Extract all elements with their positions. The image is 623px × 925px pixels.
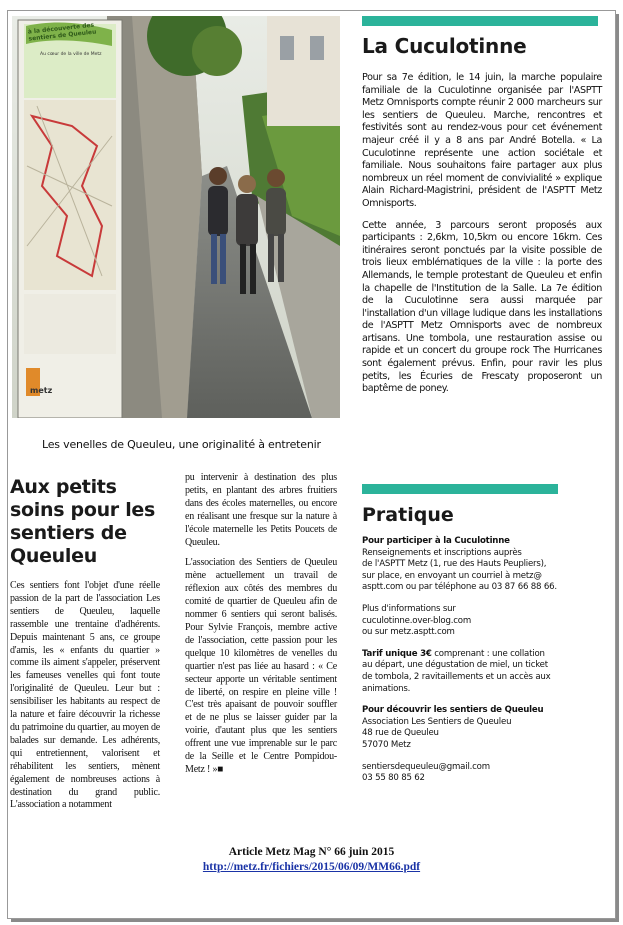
info-line: au départ, une dégustation de miel, un ticket: [362, 660, 548, 671]
info-line: asptt.com ou par téléphone au 03 87 66 88 66.: [362, 582, 557, 593]
price-detail: comprenant : une collation: [431, 648, 545, 659]
website-link[interactable]: ou sur metz.asptt.com: [362, 627, 455, 638]
price-label: Tarif unique 3€: [362, 648, 432, 659]
info-block: [362, 536, 602, 594]
info-line: sur place, en envoyant un courriel à metz@: [362, 570, 542, 581]
article-body: [362, 72, 602, 405]
sign-title: à la découverte des sentiers de Queuleu: [27, 21, 97, 43]
website-link[interactable]: cuculotinne.over-blog.com: [362, 615, 472, 626]
article-column: [185, 472, 337, 785]
photo-caption: Les venelles de Queuleu, une originalité à entretenir: [42, 438, 321, 451]
info-line: de l'ASPTT Metz (1, rue des Hauts Peupliers),: [362, 559, 547, 570]
info-line: de tombola, 2 ravitaillements et un accès aux: [362, 671, 551, 682]
accent-bar: [362, 16, 598, 26]
accent-bar: [362, 484, 558, 494]
info-line: Renseignements et inscriptions auprès: [362, 547, 522, 558]
info-line: 48 rue de Queuleu: [362, 728, 439, 739]
article-paragraph: Cette année, 3 parcours seront proposés aux participants : 2,6km, 10,5km ou encore 16km. Ces itinéraires seront ponctués par la visite possible de trois lieux emblématiques de la ville : la porte des Allemands, le temple protestant de Queuleu et enfin la chapelle de l'Institution de la Salle. La 7e édition de la Cuculotinne sera aussi marquée par l'installation d'un village ludique dans les installations de l'ASPTT Metz Omnisports avec de nombreux artisans. Une tombola, une restauration assise ou rapide et un concert du groupe rock The Hurricanes sont également prévus. Enfin, pour ravir les plus petits, les Écuries de Frescaty proposeront un baptême de poney.: [362, 219, 602, 395]
sign-logo: metz: [30, 386, 53, 395]
phone-number: 03 55 80 85 62: [362, 773, 425, 784]
article-credit: Article Metz Mag N° 66 juin 2015: [228, 846, 395, 858]
info-block: [362, 705, 602, 751]
sign-subtitle: Au cœur de la ville de Metz: [40, 52, 102, 57]
info-line: [362, 649, 602, 661]
article-paragraph: L'association des Sentiers de Queuleu mène actuellement un travail de réflexion aux côtés des membres du comité de quartier de Queuleu afin de nommer 6 sentiers qui seront balisés. Pour Sylvie François, membre active de l'association, cette passion pour les quelque 10 kilomètres de venelles du quartier n'est pas liée au hasard : « Ce secteur apporte un véritable sentiment de liberté, on respire en pleine ville ! C'est très apaisant de pouvoir souffler et de ne plus se laisser guider par la voirie, d'autant plus que les sentiers offrent une vue imprenable sur le parc de la Seille et le Centre Pompidou-Metz ! »■: [185, 557, 337, 775]
article-title: Aux petits soins pour les sentiers de Queuleu: [10, 476, 155, 567]
info-line: animations.: [362, 683, 411, 694]
info-heading: Pour participer à la Cuculotinne: [362, 536, 510, 546]
article-title: La Cuculotinne: [362, 34, 527, 58]
pratique-box: [362, 536, 602, 795]
info-line: Association Les Sentiers de Queuleu: [362, 716, 512, 727]
article-column: Ces sentiers font l'objet d'une réelle passion de la part de l'association Les sentiers de Queuleu, laquelle rassemble une trentaine d'adhérents. Depuis maintenant 5 ans, ce groupe d'amis, les « enfants du quartier » comme ils aiment s'appeler, préservent les fameuses venelles qui font toute l'originalité de Queuleu. Leur but : sensibiliser les habitants au respect de la nature et faire découvrir la richesse du patrimoine du quartier, au moyen de balades sur demande. Les adhérents, qui entretiennent, valorisent et réhabilitent les sentiers, mènent également de nombreuses actions à destination du grand public. L'association a notamment: [10, 580, 161, 811]
alley-photo: [12, 16, 340, 418]
section-title: Pratique: [362, 504, 454, 526]
info-line: Plus d'informations sur: [362, 603, 456, 614]
article-paragraph: Pour sa 7e édition, le 14 juin, la marche populaire familiale de la Cuculotinne organisée par l'ASPTT Metz Omnisports compte réunir 2 000 marcheurs sur les sentiers de Queuleu. Marche, rencontres et festivités sont au rendez-vous pour cet événement majeur créé il y a 8 ans par André Botella. « La Cuculotinne représente une action sociétale et familiale. Nous souhaitons faire partager aux plus nombreux un réel moment de convivialité » explique Alain Richard-Magistrini, président de l'ASPTT Metz Omnisports.: [362, 72, 602, 209]
email-link[interactable]: sentiersdequeuleu@gmail.com: [362, 761, 490, 772]
info-block: [362, 762, 602, 785]
info-block: [362, 604, 602, 639]
info-line: 57070 Metz: [362, 739, 411, 750]
article-paragraph: pu intervenir à destination des plus petits, en plantant des arbres fruitiers dans des écoles maternelles, ou encore en réalisant une fresque sur la nature à l'école maternelle les Petits Poucets de Queuleu.: [185, 472, 337, 548]
source-link[interactable]: http://metz.fr/fichiers/2015/06/09/MM66.pdf: [202, 861, 421, 873]
info-block: [362, 649, 602, 695]
info-heading: Pour découvrir les sentiers de Queuleu: [362, 705, 544, 716]
